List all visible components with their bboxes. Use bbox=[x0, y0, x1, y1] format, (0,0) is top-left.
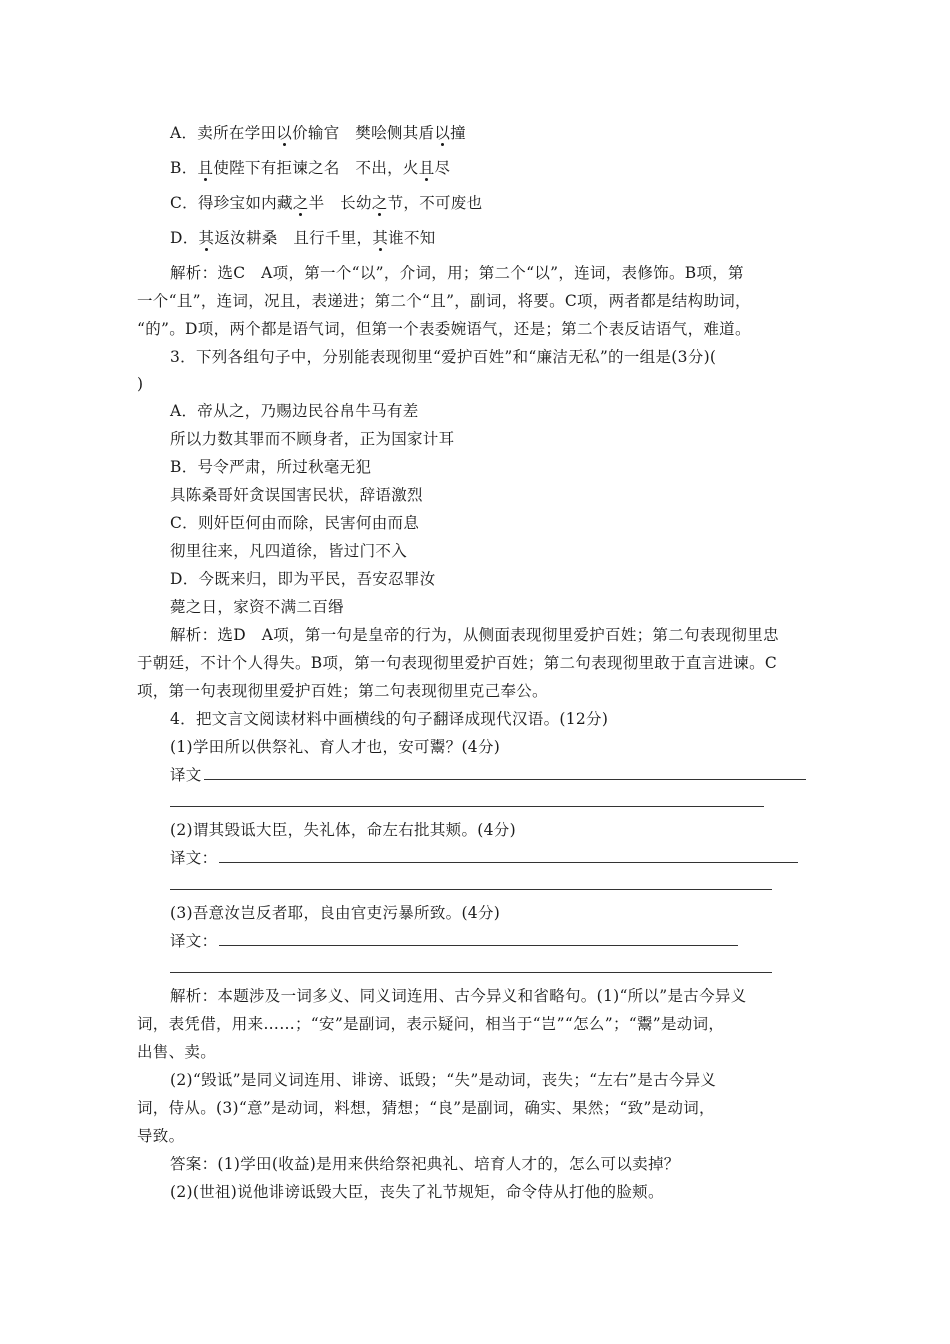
q3-option-b-line-1: B．号令严肃，所过秋毫无犯 bbox=[170, 458, 372, 476]
emphasis-dot-word: 且 bbox=[418, 159, 435, 177]
analysis-q2-line-2: 一个“且”，连词，况且，表递进；第二个“且”，副词，将要。C项，两者都是结构助词， bbox=[137, 292, 751, 310]
analysis-q4-line-2: 词，表凭借，用来……；“安”是副词，表示疑问，相当于“岂”“怎么”；“鬻”是动词， bbox=[137, 1015, 725, 1033]
emphasis-dot-word: 之 bbox=[371, 194, 388, 212]
analysis-q4-line-3: 出售、卖。 bbox=[137, 1043, 217, 1061]
answer-line-2: (2)(世祖)说他诽谤诋毁大臣，丧失了礼节规矩，命令侍从打他的脸颊。 bbox=[170, 1183, 664, 1201]
analysis-q4-line-1: 解析：本题涉及一词多义、同义词连用、古今异义和省略句。(1)“所以”是古今异义 bbox=[170, 987, 747, 1005]
option-b: B．且使陛下有拒谏之名 不出，火且尽 bbox=[170, 159, 451, 177]
analysis-q4-line-4: (2)“毁诋”是同义词连用、诽谤、诋毁；“失”是动词，丧失；“左右”是古今异义 bbox=[170, 1071, 717, 1089]
answer-line bbox=[219, 945, 738, 946]
analysis-q4-line-6: 导致。 bbox=[137, 1127, 185, 1145]
q4-sentence-2: (2)谓其毁诋大臣，失礼体，命左右批其颊。(4分) bbox=[170, 821, 516, 839]
emphasis-dot-word: 其 bbox=[372, 229, 389, 247]
q3-option-c-line-2: 彻里往来，凡四道徐，皆过门不入 bbox=[170, 542, 408, 560]
analysis-q4-line-5: 词，侍从。(3)“意”是动词，料想，猜想；“良”是副词，确实、果然；“致”是动词， bbox=[137, 1099, 715, 1117]
answer-line bbox=[170, 889, 772, 890]
analysis-q2-line-1: 解析：选C A项，第一个“以”，介词，用；第二个“以”，连词，表修饰。B项，第 bbox=[170, 264, 744, 282]
answer-line-1: 答案：(1)学田(收益)是用来供给祭祀典礼、培育人才的，怎么可以卖掉？ bbox=[170, 1155, 680, 1173]
q4-translation-label-1: 译文 bbox=[170, 766, 202, 784]
q3-option-a-line-1: A．帝从之，乃赐边民谷帛牛马有差 bbox=[170, 402, 419, 420]
option-a: A．卖所在学田以价输官 樊哙侧其盾以撞 bbox=[170, 124, 466, 142]
emphasis-dot-word: 且 bbox=[197, 159, 214, 177]
answer-line bbox=[204, 779, 806, 780]
emphasis-dot-word: 以 bbox=[434, 124, 451, 142]
analysis-q3-line-2: 于朝廷，不计个人得失。B项，第一句表现彻里爱护百姓；第二句表现彻里敢于直言进谏。C bbox=[137, 654, 778, 672]
answer-line bbox=[170, 806, 764, 807]
emphasis-dot-word: 之 bbox=[292, 194, 309, 212]
q3-option-b-line-2: 具陈桑哥奸贪误国害民状，辞语激烈 bbox=[170, 486, 423, 504]
q3-option-a-line-2: 所以力数其罪而不顾身者，正为国家计耳 bbox=[170, 430, 455, 448]
question-3-stem-end: ) bbox=[137, 375, 144, 393]
answer-line bbox=[219, 862, 798, 863]
answer-line bbox=[170, 972, 772, 973]
q3-option-d-line-2: 薨之日，家资不满二百缗 bbox=[170, 598, 344, 616]
q3-option-d-line-1: D．今既来归，即为平民，吾安忍罪汝 bbox=[170, 570, 436, 588]
q4-translation-label-2: 译文： bbox=[170, 849, 218, 867]
analysis-q3-line-1: 解析：选D A项，第一句是皇帝的行为，从侧面表现彻里爱护百姓；第二句表现彻里忠 bbox=[170, 626, 779, 644]
analysis-q3-line-3: 项，第一句表现彻里爱护百姓；第二句表现彻里克己奉公。 bbox=[137, 682, 548, 700]
question-3-stem: 3．下列各组句子中，分别能表现彻里“爱护百姓”和“廉洁无私”的一组是(3分)( bbox=[170, 348, 717, 366]
emphasis-dot-word: 以 bbox=[276, 124, 293, 142]
q4-translation-label-3: 译文： bbox=[170, 932, 218, 950]
q4-sentence-3: (3)吾意汝岂反者耶，良由官吏污暴所致。(4分) bbox=[170, 904, 501, 922]
option-c: C．得珍宝如内藏之半 长幼之节，不可废也 bbox=[170, 194, 483, 212]
option-d: D．其返汝耕桑 且行千里，其谁不知 bbox=[170, 229, 436, 247]
question-4-stem: 4．把文言文阅读材料中画横线的句子翻译成现代汉语。(12分) bbox=[170, 710, 609, 728]
analysis-q2-line-3: “的”。D项，两个都是语气词，但第一个表委婉语气，还是；第二个表反诘语气，难道。 bbox=[137, 320, 751, 338]
q3-option-c-line-1: C．则奸臣何由而除，民害何由而息 bbox=[170, 514, 420, 532]
q4-sentence-1: (1)学田所以供祭礼、育人才也，安可鬻？(4分) bbox=[170, 738, 501, 756]
emphasis-dot-word: 其 bbox=[198, 229, 215, 247]
